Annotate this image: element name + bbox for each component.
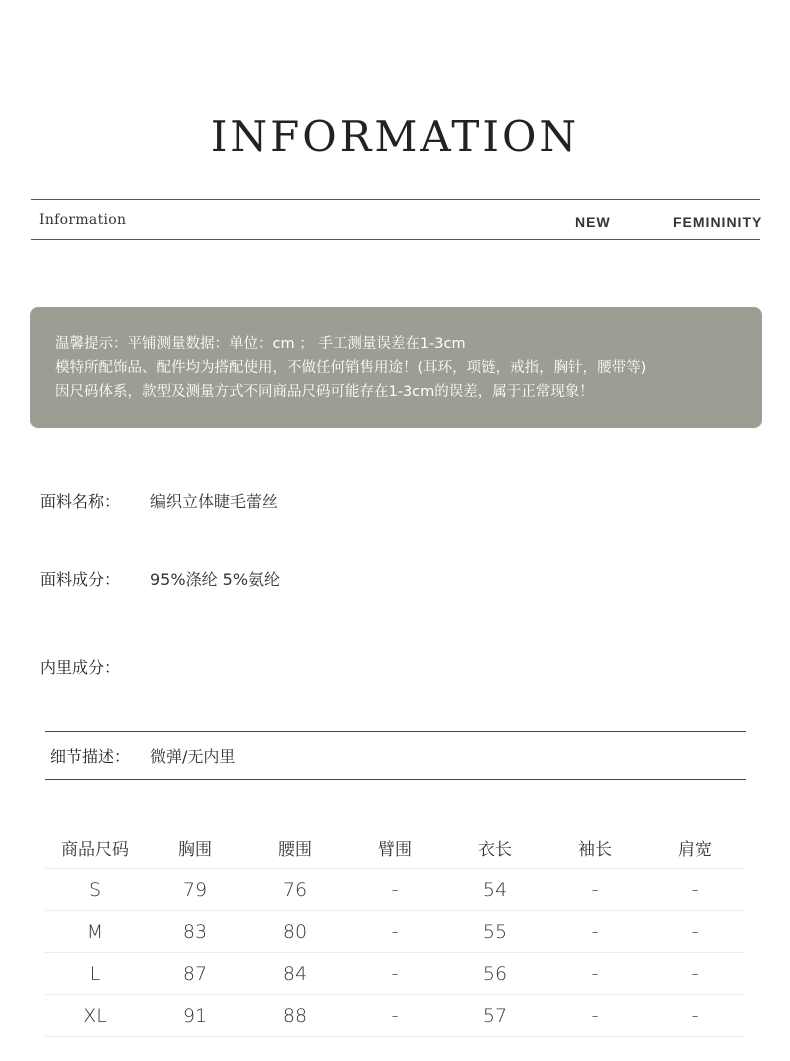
table-cell: -: [345, 953, 445, 995]
size-header-size: 商品尺码: [45, 826, 145, 869]
table-cell: -: [645, 953, 745, 995]
size-header-arm: 臂围: [345, 826, 445, 869]
details-value: 微弹/无内里: [150, 747, 236, 766]
lining-composition-label: 内里成分：: [40, 658, 121, 677]
header-bottom-rule: [31, 239, 760, 240]
header-top-rule: [31, 199, 760, 200]
table-cell: 76: [245, 869, 345, 911]
table-cell: 55: [445, 911, 545, 953]
fabric-composition-value: 95%涤纶 5%氨纶: [150, 570, 281, 589]
details-top-rule: [45, 731, 746, 732]
size-header-shoulder: 肩宽: [645, 826, 745, 869]
table-cell: 83: [145, 911, 245, 953]
table-cell: L: [45, 953, 145, 995]
table-cell: -: [645, 995, 745, 1037]
table-row: [45, 911, 745, 953]
table-cell: XL: [45, 995, 145, 1037]
table-cell: 54: [445, 869, 545, 911]
fabric-composition-label: 面料成分：: [40, 570, 121, 589]
table-cell: 91: [145, 995, 245, 1037]
table-cell: -: [545, 869, 645, 911]
table-cell: -: [545, 911, 645, 953]
notice-line-3: 因尺码体系，款型及测量方式不同商品尺码可能存在1-3cm的误差，属于正常现象！: [55, 384, 594, 400]
header-bar-new: NEW: [575, 214, 611, 230]
fabric-name-label: 面料名称：: [40, 492, 121, 511]
size-header-length: 衣长: [445, 826, 545, 869]
table-cell: -: [645, 869, 745, 911]
details-label: 细节描述：: [50, 747, 131, 766]
table-cell: -: [545, 995, 645, 1037]
table-cell: -: [345, 869, 445, 911]
table-cell: 88: [245, 995, 345, 1037]
table-cell: -: [345, 995, 445, 1037]
table-cell: 79: [145, 869, 245, 911]
table-cell: 84: [245, 953, 345, 995]
table-row: [45, 869, 745, 911]
table-cell: -: [545, 953, 645, 995]
size-header-chest: 胸围: [145, 826, 245, 869]
table-row: [45, 953, 745, 995]
page-title: INFORMATION: [210, 112, 580, 161]
notice-line-1: 温馨提示：平铺测量数据：单位：cm ； 手工测量误差在1-3cm: [55, 336, 466, 352]
table-cell: 87: [145, 953, 245, 995]
table-cell: 80: [245, 911, 345, 953]
fabric-name-value: 编织立体睫毛蕾丝: [150, 492, 279, 511]
size-table: [45, 826, 745, 1037]
table-row: [45, 995, 745, 1037]
table-cell: 56: [445, 953, 545, 995]
table-cell: M: [45, 911, 145, 953]
size-header-waist: 腰围: [245, 826, 345, 869]
notice-box: [30, 307, 762, 428]
header-bar-information: Information: [39, 212, 127, 228]
size-table-header-row: [45, 826, 745, 869]
size-header-sleeve: 袖长: [545, 826, 645, 869]
details-bottom-rule: [45, 779, 746, 780]
header-bar-femininity: FEMININITY: [673, 214, 763, 230]
table-cell: -: [645, 911, 745, 953]
table-cell: -: [345, 911, 445, 953]
table-cell: S: [45, 869, 145, 911]
notice-line-2: 模特所配饰品、配件均为搭配使用，不做任何销售用途！(耳环，项链，戒指，胸针，腰带等): [55, 360, 647, 376]
table-cell: 57: [445, 995, 545, 1037]
